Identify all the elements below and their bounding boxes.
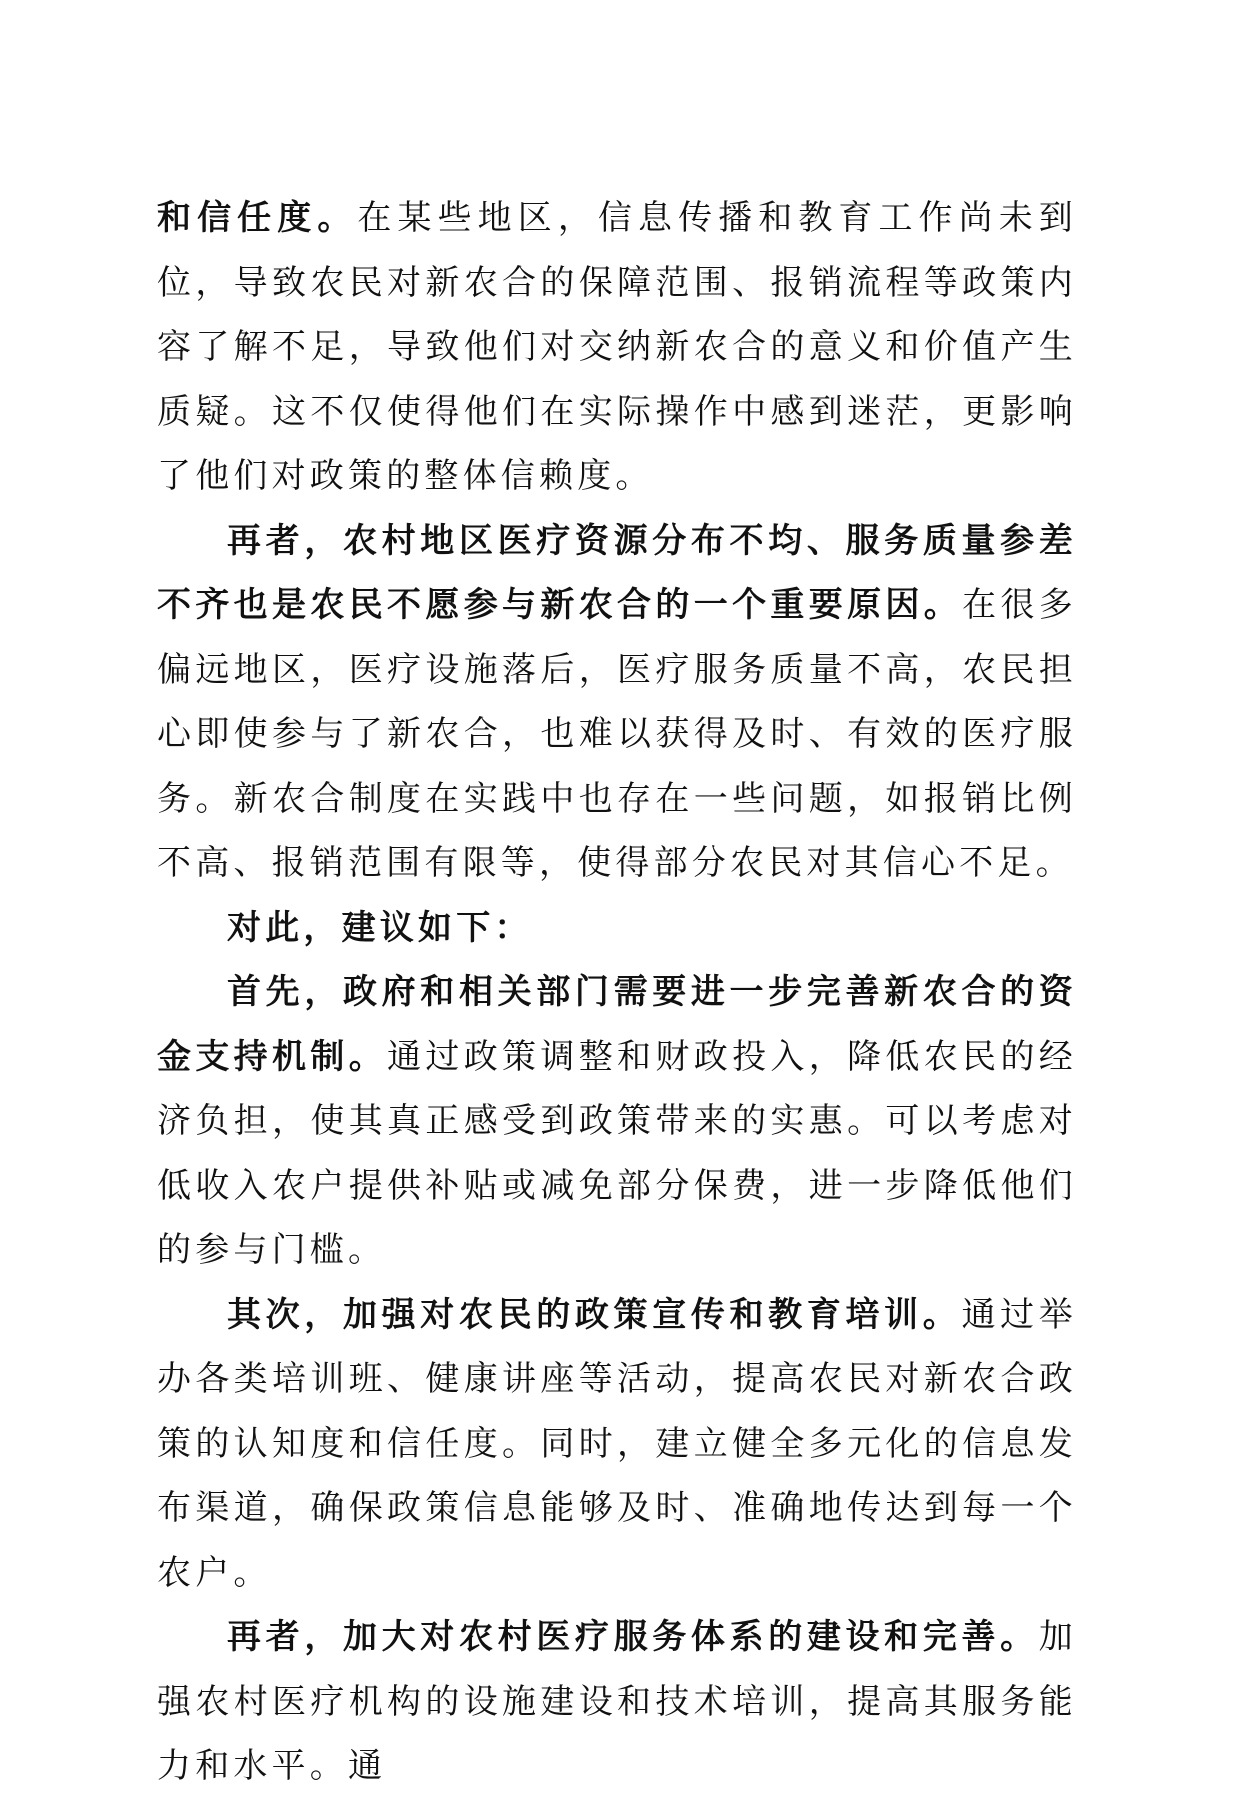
paragraph-3-bold: 对此，建议如下： bbox=[227, 907, 533, 948]
paragraph-6-text: 加强农村医疗机构的设施建设和技术培训，提高其服务能力和水平。通 bbox=[157, 1617, 1077, 1786]
paragraph-6 bbox=[157, 1605, 1077, 1799]
paragraph-5-text: 通过举办各类培训班、健康讲座等活动，提高农民对新农合政策的认知度和信任度。同时，建立健全多元化的信息发布渠道，确保政策信息能够及时、准确地传达到每一个农户。 bbox=[157, 1294, 1077, 1593]
paragraph-4 bbox=[157, 960, 1077, 1283]
paragraph-1-bold: 和信任度。 bbox=[157, 198, 358, 238]
paragraph-1-text: 在某些地区，信息传播和教育工作尚未到位，导致农民对新农合的保障范围、报销流程等政策内容了解不足，导致他们对交纳新农合的意义和价值产生质疑。这不仅使得他们在实际操作中感到迷茫，更影响了他们对政策的整体信赖度。 bbox=[157, 198, 1078, 496]
paragraph-4-text: 通过政策调整和财政投入，降低农民的经济负担，使其真正感受到政策带来的实惠。可以考虑对低收入农户提供补贴或减免部分保费，进一步降低他们的参与门槛。 bbox=[157, 1036, 1077, 1270]
paragraph-3 bbox=[157, 896, 1077, 961]
paragraph-6-bold: 再者，加大对农村医疗服务体系的建设和完善。 bbox=[227, 1617, 1039, 1657]
document-page bbox=[157, 186, 1077, 1799]
paragraph-2 bbox=[157, 509, 1077, 896]
paragraph-1 bbox=[157, 186, 1077, 509]
paragraph-5-bold: 其次，加强对农民的政策宣传和教育培训。 bbox=[227, 1294, 962, 1335]
paragraph-4-bold: 首先，政府和相关部门需要进一步完善新农合的资金支持机制。 bbox=[157, 972, 1077, 1077]
paragraph-5 bbox=[157, 1283, 1077, 1606]
paragraph-2-text: 在很多偏远地区，医疗设施落后，医疗服务质量不高，农民担心即使参与了新农合，也难以获得及时、有效的医疗服务。新农合制度在实践中也存在一些问题，如报销比例不高、报销范围有限等，使得部分农民对其信心不足。 bbox=[157, 585, 1077, 883]
paragraph-2-bold: 再者，农村地区医疗资源分布不均、服务质量参差不齐也是农民不愿参与新农合的一个重要原因。 bbox=[157, 520, 1077, 625]
